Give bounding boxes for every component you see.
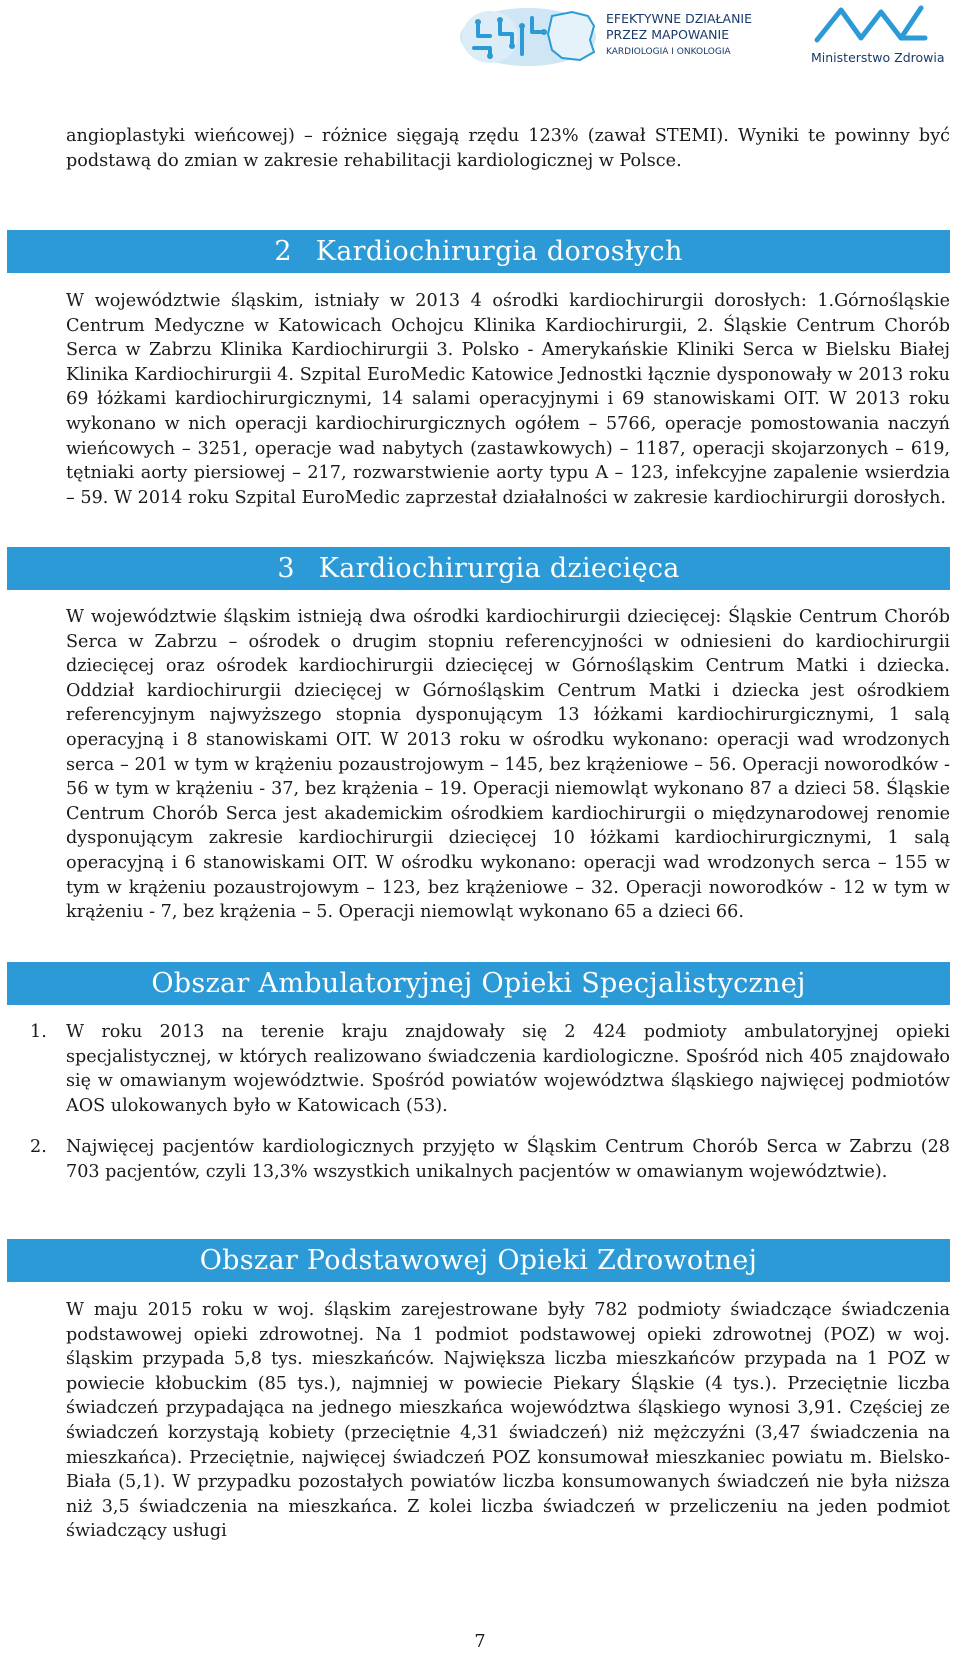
section-2-title: Kardiochirurgia dorosłych bbox=[315, 236, 683, 267]
poz-title: Obszar Podstawowej Opieki Zdrowotnej bbox=[199, 1245, 758, 1276]
logo-efek-line3: KARDIOLOGIA I ONKOLOGIA bbox=[606, 47, 731, 57]
logo-mz-label: Ministerstwo Zdrowia bbox=[811, 50, 945, 65]
list-marker: 1. bbox=[30, 1022, 47, 1042]
efektywne-dzialanie-logo bbox=[460, 6, 805, 68]
section-3-number: 3 bbox=[277, 553, 295, 584]
list-item-text: W roku 2013 na terenie kraju znajdowały się 2 424 podmioty ambulatoryjnej opieki specjalistycznej, w których realizowano świadczenia kardiologiczne. Spośród nich 405 znajdowało się w omawianym województwie. Spośród powiatów województwa śląskiego najwięcej podmiotów AOS ulokowanych było w Katowicach (53). bbox=[66, 1022, 950, 1116]
section-3-paragraph: W województwie śląskim istnieją dwa ośrodki kardiochirurgii dziecięcej: Śląskie Centrum Chorób Serca w Zabrzu – ośrodek o drugim stopniu referencyjności w odniesieni do kardiochirurgii dziecięcej oraz ośrodek kardiochirurgii dziecięcej w Górnośląskim Centrum Matki i dziecka. Oddział kardiochirurgii dziecięcej w Górnośląskim Centrum Matki i dziecka jest ośrodkiem referencyjnym najwyższego stopnia dysponującym 13 łóżkami kardiochirurgicznymi, 1 salą operacyjną i 8 stanowiskami OIT. W 2013 roku w ośrodku wykonano: operacji wad wrodzonych serca – 201 w tym w krążeniu pozaustrojowym – 145, bez krążeniowe – 56. Operacji noworodków - 56 w tym w krążeniu - 37, bez krążenia – 19. Operacji niemowląt wykonano 87 a dzieci 58. Śląskie Centrum Chorób Serca jest akademickim ośrodkiem kardiochirurgii o międzynarodowej renomie dysponującym zakresie kardiochirurgii dziecięcej 10 łóżkami kardiochirurgicznymi, 1 salą operacyjną i 6 stanowiskami OIT. W ośrodku wykonano: operacji wad wrodzonych serca – 155 w tym w krążeniu pozaustrojowym – 123, bez krążeniowe – 32. Operacji noworodków - 12 w tym w krążeniu - 7, bez krążenia – 5. Operacji niemowląt wykonano 65 a dzieci 66. bbox=[66, 607, 950, 923]
list-marker: 2. bbox=[30, 1137, 47, 1158]
aos-list bbox=[30, 1020, 950, 1202]
logo-efek-line1: EFEKTYWNE DZIAŁANIE bbox=[606, 11, 753, 26]
intro-paragraph: angioplastyki wieńcowej) – różnice sięgają rzędu 123% (zawał STEMI). Wyniki te powinny być podstawą do zmian w zakresie rehabilitacji kardiologicznej w Polsce. bbox=[66, 126, 950, 171]
logo-efek-line2: PRZEZ MAPOWANIE bbox=[606, 27, 730, 42]
section-3-heading bbox=[7, 547, 950, 590]
section-2-heading bbox=[7, 230, 950, 273]
aos-heading bbox=[7, 962, 950, 1005]
list-item-text: Najwięcej pacjentów kardiologicznych przyjęto w Śląskim Centrum Chorób Serca w Zabrzu (28 703 pacjentów, czyli 13,3% wszystkich unikalnych pacjentów w omawianym województwie). bbox=[66, 1137, 950, 1182]
section-2-number: 2 bbox=[274, 236, 292, 267]
aos-list-item bbox=[30, 1020, 950, 1118]
aos-title: Obszar Ambulatoryjnej Opieki Specjalistycznej bbox=[151, 968, 806, 999]
ministerstwo-zdrowia-logo bbox=[805, 0, 955, 72]
section-3-title: Kardiochirurgia dziecięca bbox=[318, 553, 680, 584]
aos-list-item bbox=[30, 1135, 950, 1184]
poz-heading bbox=[7, 1239, 950, 1282]
page-header bbox=[0, 0, 960, 80]
page-number: 7 bbox=[474, 1632, 486, 1652]
poz-paragraph: W maju 2015 roku w woj. śląskim zarejestrowane były 782 podmioty świadczące świadczenia podstawowej opieki zdrowotnej. Na 1 podmiot podstawowej opieki zdrowotnej (POZ) w woj. śląskim przypada 5,8 tys. mieszkańców. Największa liczba mieszkańców przypada na 1 POZ w powiecie kłobuckim (85 tys.), najmniej w powiecie Piekary Śląskie (4 tys.). Przeciętnie liczba świadczeń przypadająca na jednego mieszkańca województwa śląskiego wynosi 3,91. Częściej ze świadczeń korzystają kobiety (przeciętnie 4,31 świadczeń) niż mężczyźni (3,47 świadczenia na mieszkańca). Przeciętnie, najwięcej świadczeń POZ konsumował mieszkaniec powiatu m. Bielsko-Biała (5,1). W przypadku pozostałych powiatów liczba konsumowanych świadczeń nie była niższa niż 3,5 świadczenia na mieszkańca. Z kolei liczba świadczeń w przeliczeniu na jeden podmiot świadczący usługi bbox=[66, 1300, 950, 1542]
section-2-paragraph: W województwie śląskim, istniały w 2013 4 ośrodki kardiochirurgii dorosłych: 1.Górnośląskie Centrum Medyczne w Katowicach Ochojcu Klinika Kardiochirurgii, 2. Śląskie Centrum Chorób Serca w Zabrzu Klinika Kardiochirurgii 3. Polsko - Amerykańskie Kliniki Serca w Bielsku Białej Klinika Kardiochirurgii 4. Szpital EuroMedic Katowice Jednostki łącznie dysponowały w 2013 roku 69 łóżkami kardiochirurgicznymi, 14 salami operacyjnymi i 69 stanowiskami OIT. W 2013 roku wykonano w nich operacji kardiochirurgicznych ogółem – 5766, operacje pomostowania naczyń wieńcowych – 3251, operacje wad nabytych (zastawkowych) – 1187, operacji skojarzonych – 619, tętniaki aorty piersiowej – 217, rozwarstwienie aorty typu A – 123, infekcyjne zapalenie wsierdzia – 59. W 2014 roku Szpital EuroMedic zaprzestał działalności w zakresie kardiochirurgii dorosłych. bbox=[66, 291, 950, 508]
